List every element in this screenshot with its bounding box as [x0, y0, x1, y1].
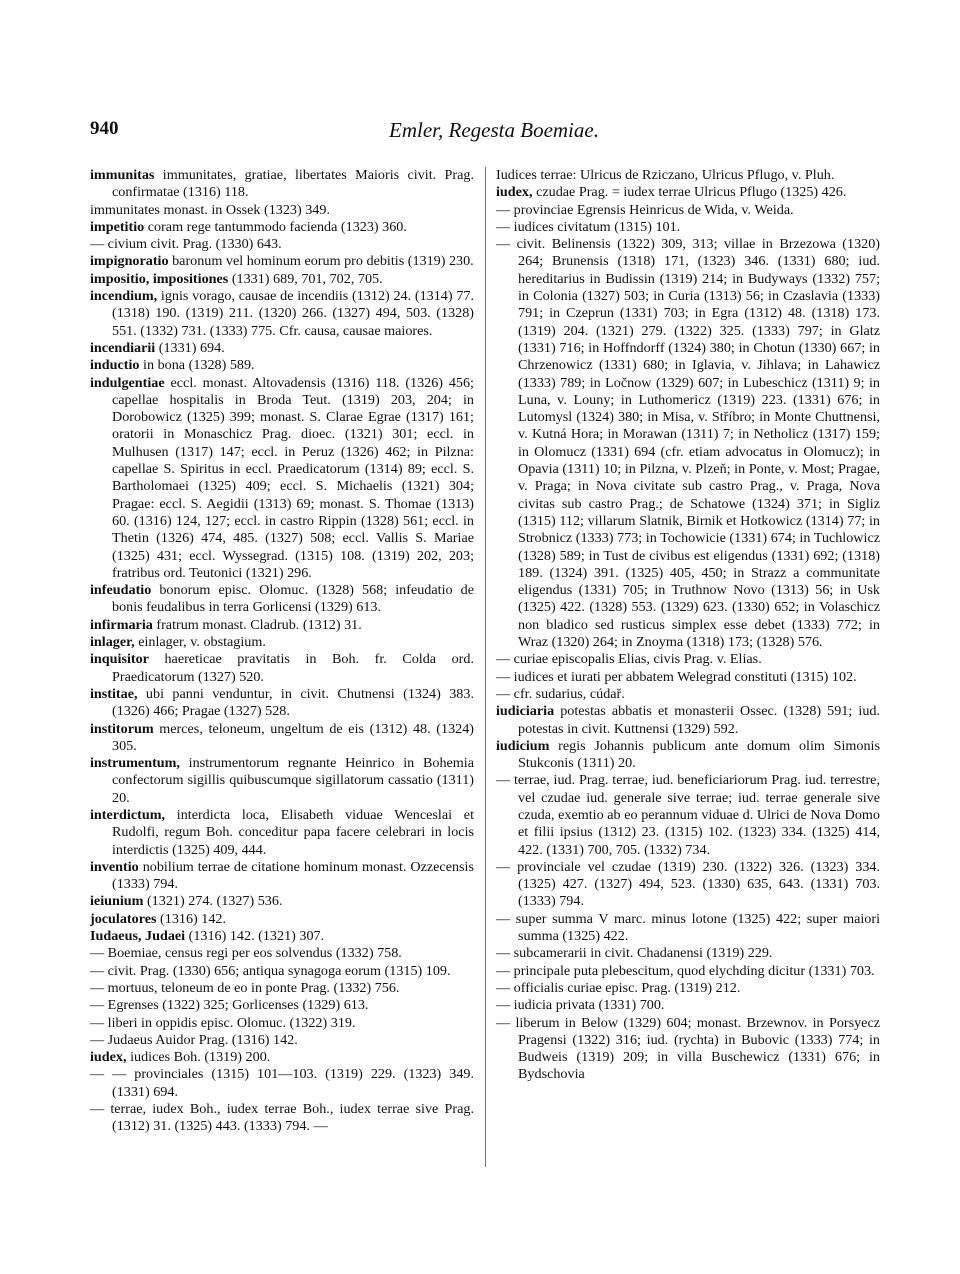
entry-text: bonorum episc. Olomuc. (1328) 568; infeudatio de bonis feudalibus in terra Gorlicensi (1329) 613.	[112, 582, 474, 616]
entry-text: einlager, v. obstagium.	[134, 634, 266, 651]
entry-text: nobilium terrae de citatione hominum monast. Ozzecensis (1333) 794.	[112, 858, 474, 893]
index-entry	[496, 236, 880, 651]
index-entry	[496, 772, 880, 858]
index-entry	[90, 219, 474, 236]
index-entry	[90, 167, 474, 202]
entry-text: — — provinciales (1315) 101—103. (1319) 229. (1323) 349. (1331) 694.	[90, 1066, 474, 1100]
index-entry	[496, 686, 880, 703]
column-divider	[485, 167, 486, 1167]
right-column	[496, 167, 880, 1084]
index-entry	[90, 997, 474, 1014]
entry-lemma: impositio, impositiones	[90, 270, 229, 287]
index-entry	[496, 963, 880, 980]
index-entry	[496, 980, 880, 997]
entry-text: — officialis curiae episc. Prag. (1319) 212.	[496, 979, 741, 996]
index-entry	[90, 755, 474, 807]
index-entry	[90, 721, 474, 756]
index-entry	[90, 236, 474, 253]
entry-text: — mortuus, teloneum de eo in ponte Prag. (1332) 756.	[90, 979, 400, 996]
entry-text: (1331) 689, 701, 702, 705.	[228, 270, 383, 287]
entry-text: — liberum in Below (1329) 604; monast. Brzewnov. in Porsyecz Pragensi (1322) 316; iud. (rychta) in Bubovic (1333) 774; in Budweis (1319) 209; in villa Buschewicz (1331) 676; in Bydschovia	[496, 1014, 880, 1083]
entry-text: — provinciae Egrensis Heinricus de Wida, v. Weida.	[496, 201, 794, 218]
entry-text: — Boemiae, census regi per eos solvendus (1332) 758.	[90, 945, 402, 962]
index-entry	[90, 963, 474, 980]
index-entry	[90, 375, 474, 583]
entry-text: — iudices et iurati per abbatem Welegrad constituti (1315) 102.	[496, 668, 857, 685]
entry-text: (1316) 142. (1321) 307.	[185, 928, 325, 945]
entry-text: instrumentorum regnante Heinrico in Bohemia confectorum sigillis quibuscumque sigillatorum cassatio (1311) 20.	[112, 755, 474, 806]
entry-text: immunitates, gratiae, libertates Maioris civit. Prag. confirmatae (1316) 118.	[112, 167, 474, 201]
entry-text: immunitates monast. in Ossek (1323) 349.	[90, 201, 330, 218]
page-number: 940	[90, 118, 119, 139]
entry-text: ignis vorago, causae de incendiis (1312) 24. (1314) 77. (1318) 190. (1319) 211. (1320) 266. (1327) 494, 503. (1328) 551. (1332) 731. (1333) 775. Cfr. causa, causae maiores.	[112, 288, 474, 339]
index-entry	[90, 253, 474, 270]
entry-text: — liberi in oppidis episc. Olomuc. (1322) 319.	[90, 1014, 356, 1031]
entry-text: czudae Prag. = iudex terrae Ulricus Pflugo (1325) 426.	[532, 184, 847, 201]
entry-text: — subcamerarii in civit. Chadanensi (1319) 229.	[496, 945, 773, 962]
index-entry	[90, 980, 474, 997]
index-entry	[90, 288, 474, 340]
entry-text: haereticae pravitatis in Boh. fr. Colda ord. Praedicatorum (1327) 520.	[112, 651, 474, 685]
index-entry	[90, 1066, 474, 1101]
entry-text: — curiae episcopalis Elias, civis Prag. v. Elias.	[496, 651, 762, 668]
entry-lemma: indulgentiae	[90, 374, 165, 391]
entry-lemma: impignoratio	[90, 253, 169, 270]
entry-lemma: ieiunium	[90, 893, 144, 910]
entry-text: — iudicia privata (1331) 700.	[496, 997, 665, 1014]
index-entry	[90, 357, 474, 374]
entry-text: — civit. Prag. (1330) 656; antiqua synagoga eorum (1315) 109.	[90, 962, 451, 979]
index-entry	[496, 219, 880, 236]
entry-text: — civit. Belinensis (1322) 309, 313; villae in Brzezowa (1320) 264; Brunensis (1318) 171, (1323) 346. (1331) 680; iud. hereditarius in Budissin (1319) 214; in Budyways (1332) 757; in Colonia (1327) 503; in Curia (1313) 56; in Czaslavia (1333) 791; in Czeprun (1331) 703; in Egra (1312) 48. (1318) 173. (1319) 204. (1321) 279. (1322) 325. (1333) 797; in Glatz (1331) 716; in Hoffndorff (1324) 380; in Chotun (1330) 667; in Chrzenowicz (1331) 680; in Iglavia, v. Jihlava; in Lahawicz (1333) 789; in Ločnow (1329) 607; in Lubeschicz (1311) 9; in Luna, v. Louny; in Luthomericz (1319) 223. (1331) 676; in Lutomysl (1324) 380; in Misa, v. Stříbro; in Monte Chuttnensi, v. Kutná Hora; in Morawan (1311) 7; in Netholicz (1317) 159; in Olomucz (1331) 694 (cfr. etiam advocatus in Olomucz); in Opavia (1311) 10; in Pilzna, v. Plzeň; in Ponte, v. Most; Pragae, v. Praga; in Nova civitate sub castro Prag., v. Praga, Nova civitas sub castro Prag.; de Schatowe (1324) 371; in Sigliz (1315) 112; villarum Slatnik, Birnik et Hotkowicz (1314) 77; in Strobnicz (1333) 773; in Tochowicie (1331) 674; in Tuchlowicz (1328) 589; in Tust de civibus est eligendus (1331) 692; (1318) 189. (1324) 391. (1325) 405, 450; in Strazz a communitate eligendus (1331) 705; in Truthnow Novo (1313) 56; in Usk (1325) 422. (1328) 553. (1329) 623. (1330) 652; in Volaschicz non bladico sed rusticus simplex esse debet (1333) 772; in Wraz (1320) 264; in Znoyma (1318) 173; (1328) 576.	[496, 236, 880, 651]
entry-lemma: inductio	[90, 357, 140, 374]
entry-text: — principale puta plebescitum, quod elychding dicitur (1331) 703.	[496, 962, 875, 979]
entry-lemma: immunitas	[90, 167, 155, 183]
entry-text: coram rege tantummodo facienda (1323) 360.	[144, 218, 407, 235]
entry-lemma: inventio	[90, 858, 139, 875]
left-column	[90, 167, 474, 1136]
entry-text: merces, teloneum, ungeltum de eis (1312) 48. (1324) 305.	[112, 720, 474, 754]
entry-text: eccl. monast. Altovadensis (1316) 118. (1326) 456; capellae hospitalis in Broda Teut. (1319) 203, 204; in Dorobowicz (1325) 399; monast. S. Clarae Egrae (1317) 161; oratorii in Monaschicz Prag. dioec. (1321) 301; eccl. in Mulhusen (1317) 147; eccl. in Peruz (1326) 462; in Pilzna: capellae S. Spiritus in eccl. Praedicatorum (1314) 89; eccl. S. Bartholomaei (1325) 409; eccl. S. Michaelis (1321) 304; Pragae: eccl. S. Aegidii (1313) 69; monast. S. Thomae (1313) 60. (1316) 124, 127; eccl. in castro Rippin (1328) 561; eccl. in Thetin (1326) 474, 485. (1327) 508; eccl. Vallis S. Mariae (1325) 431; eccl. Wyssegrad. (1315) 108. (1319) 202, 203; fratribus ord. Teutonici (1321) 296.	[112, 374, 474, 581]
entry-text: — terrae, iud. Prag. terrae, iud. beneficiariorum Prag. iud. terrestre, vel czudae iud. generale sive terrae; iud. terrae generale sive czuda, exemtio ab eo perannum viduae d. Ulrici de Nova Domo et filii ipsius (1312) 23. (1315) 102. (1323) 334. (1325) 414, 422. (1331) 700, 705. (1332) 734.	[496, 772, 880, 858]
entry-text: — terrae, iudex Boh., iudex terrae Boh., iudex terrae sive Prag. (1312) 31. (1325) 443. (1333) 794. —	[90, 1101, 474, 1135]
index-entry	[90, 1101, 474, 1136]
entry-text: — provinciale vel czudae (1319) 230. (1322) 326. (1323) 334. (1325) 427. (1327) 494, 523. (1330) 635, 643. (1331) 703. (1333) 794.	[496, 858, 880, 910]
entry-lemma: incendium,	[90, 288, 158, 305]
entry-text: baronum vel hominum eorum pro debitis (1319) 230.	[168, 253, 474, 270]
index-entry	[90, 911, 474, 928]
index-entry	[90, 893, 474, 910]
entry-lemma: joculatores	[90, 910, 157, 927]
entry-text: ubi panni venduntur, in civit. Chutnensi (1324) 383. (1326) 466; Pragae (1327) 528.	[112, 685, 474, 720]
entry-lemma: instrumentum,	[90, 755, 180, 772]
entry-text: — cfr. sudarius, cúdař.	[496, 685, 625, 702]
index-entry	[90, 1032, 474, 1049]
index-entry	[496, 184, 880, 201]
entry-lemma: Iudaeus, Judaei	[90, 928, 186, 945]
index-entry	[90, 859, 474, 894]
index-entry	[90, 1049, 474, 1066]
entry-lemma: inquisitor	[90, 651, 149, 668]
entry-text: — Judaeus Auidor Prag. (1316) 142.	[90, 1031, 298, 1048]
entry-text: (1316) 142.	[156, 910, 227, 927]
running-title: Emler, Regesta Boemiae.	[389, 118, 599, 142]
entry-text: fratrum monast. Cladrub. (1312) 31.	[152, 616, 362, 633]
entry-lemma: interdictum,	[90, 806, 166, 823]
entry-lemma: institorum	[90, 720, 154, 737]
index-entry	[496, 703, 880, 738]
index-entry	[496, 651, 880, 668]
entry-text: — super summa V marc. minus lotone (1325) 422; super maiori summa (1325) 422.	[496, 910, 880, 945]
entry-text: iudices Boh. (1319) 200.	[126, 1049, 271, 1066]
entry-text: Iudices terrae: Ulricus de Rziczano, Ulricus Pflugo, v. Pluh.	[496, 167, 835, 183]
entry-text: — iudices civitatum (1315) 101.	[496, 218, 681, 235]
index-entry	[90, 1015, 474, 1032]
page-header	[90, 118, 898, 148]
entry-text: interdicta loca, Elisabeth viduae Wenceslai et Rudolfi, regum Boh. conceditur papa facere celebrari in locis interdictis (1325) 409, 444.	[112, 806, 474, 858]
entry-lemma: inlager,	[90, 634, 135, 651]
entry-text: — civium civit. Prag. (1330) 643.	[90, 236, 282, 253]
entry-text: (1331) 694.	[155, 339, 225, 356]
index-entry	[90, 945, 474, 962]
index-entry	[90, 651, 474, 686]
index-entry	[496, 202, 880, 219]
index-entry	[90, 686, 474, 721]
index-entry	[496, 738, 880, 773]
index-entry	[496, 859, 880, 911]
index-entry	[90, 928, 474, 945]
entry-lemma: incendiarii	[90, 339, 156, 356]
entry-lemma: iudiciaria	[496, 703, 555, 720]
index-entry	[496, 911, 880, 946]
index-entry	[90, 634, 474, 651]
entry-text: potestas abbatis et monasterii Ossec. (1328) 591; iud. potestas in civit. Kuttnensi (1329) 592.	[518, 703, 880, 737]
index-entry	[496, 167, 880, 184]
entry-lemma: impetitio	[90, 218, 145, 235]
index-entry	[496, 945, 880, 962]
entry-lemma: infeudatio	[90, 582, 152, 599]
index-entry	[90, 340, 474, 357]
entry-lemma: infirmaria	[90, 616, 153, 633]
entry-text: regis Johannis publicum ante domum olim Simonis Stukconis (1311) 20.	[518, 737, 880, 772]
index-entry	[90, 582, 474, 617]
entry-lemma: institae,	[90, 685, 138, 702]
index-entry	[90, 271, 474, 288]
index-entry	[496, 669, 880, 686]
index-entry	[496, 1015, 880, 1084]
index-entry	[90, 807, 474, 859]
index-entry	[90, 202, 474, 219]
entry-lemma: iudicium	[496, 737, 550, 754]
entry-text: in bona (1328) 589.	[139, 357, 255, 374]
entry-text: — Egrenses (1322) 325; Gorlicenses (1329) 613.	[90, 997, 369, 1014]
index-entry	[496, 997, 880, 1014]
entry-lemma: iudex,	[90, 1049, 127, 1066]
entry-lemma: iudex,	[496, 184, 533, 201]
entry-text: (1321) 274. (1327) 536.	[143, 893, 283, 910]
index-entry	[90, 617, 474, 634]
